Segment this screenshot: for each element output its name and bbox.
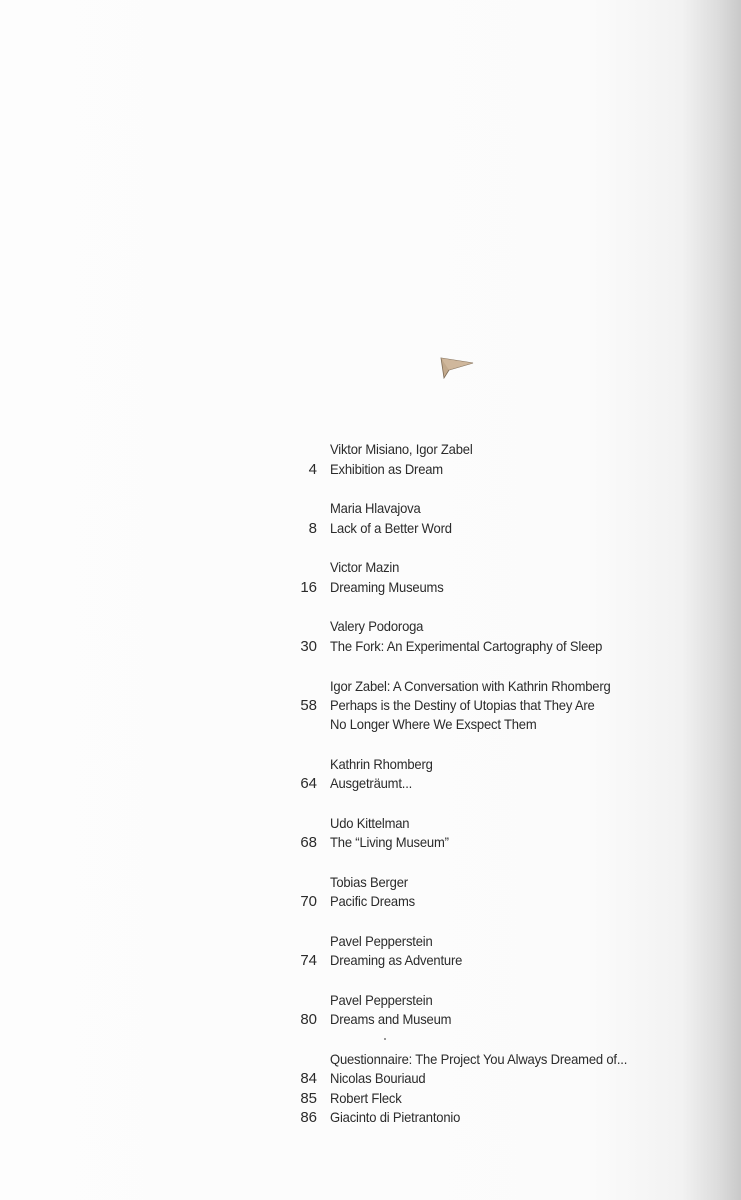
questionnaire-respondent: Nicolas Bouriaud: [330, 1070, 426, 1086]
toc-page-number: 70: [300, 893, 317, 910]
toc-page-number: 74: [300, 952, 317, 969]
toc-author: Pavel Pepperstein: [330, 933, 433, 949]
toc-title: Dreaming Museums: [330, 579, 444, 595]
toc-author: Kathrin Rhomberg: [330, 756, 433, 772]
questionnaire-heading: Questionnaire: The Project You Always Dreamed of...: [330, 1051, 628, 1067]
toc-title: Ausgeträumt...: [330, 775, 413, 791]
toc-author: Pavel Pepperstein: [330, 992, 433, 1008]
toc-title: Dreaming as Adventure: [330, 952, 463, 968]
toc-author: Udo Kittelman: [330, 815, 410, 831]
toc-author: Igor Zabel: A Conversation with Kathrin Rhomberg: [330, 678, 611, 694]
questionnaire-page-number: 84: [300, 1070, 317, 1087]
toc-author: Tobias Berger: [330, 874, 408, 890]
toc-title: Exhibition as Dream: [330, 461, 443, 477]
questionnaire-page-number: 85: [300, 1090, 317, 1107]
toc-page-number: 4: [308, 461, 317, 478]
toc-author: Maria Hlavajova: [330, 500, 421, 516]
toc-author: Viktor Misiano, Igor Zabel: [330, 441, 473, 457]
paper-speck: [384, 1038, 386, 1040]
toc-title: Dreams and Museum: [330, 1011, 452, 1027]
toc-page-number: 16: [300, 579, 317, 596]
toc-page-number: 30: [300, 638, 317, 655]
toc-title: Perhaps is the Destiny of Utopias that They Are: [330, 697, 595, 713]
toc-title: Pacific Dreams: [330, 893, 415, 909]
toc-page-number: 8: [308, 520, 317, 537]
toc-title: The “Living Museum”: [330, 834, 449, 850]
toc-title: The Fork: An Experimental Cartography of Sleep: [330, 638, 603, 654]
toc-page-number: 68: [300, 834, 317, 851]
questionnaire-page-number: 86: [300, 1109, 317, 1126]
questionnaire-respondent: Giacinto di Pietrantonio: [330, 1109, 461, 1125]
toc-page-number: 80: [300, 1011, 317, 1028]
toc-author: Valery Podoroga: [330, 618, 424, 634]
toc-page-number: 58: [300, 697, 317, 714]
toc-page-number: 64: [300, 775, 317, 792]
toc-author: Victor Mazin: [330, 559, 400, 575]
toc-title-continuation: No Longer Where We Exspect Them: [330, 716, 537, 732]
questionnaire-respondent: Robert Fleck: [330, 1090, 402, 1106]
toc-title: Lack of a Better Word: [330, 520, 452, 536]
